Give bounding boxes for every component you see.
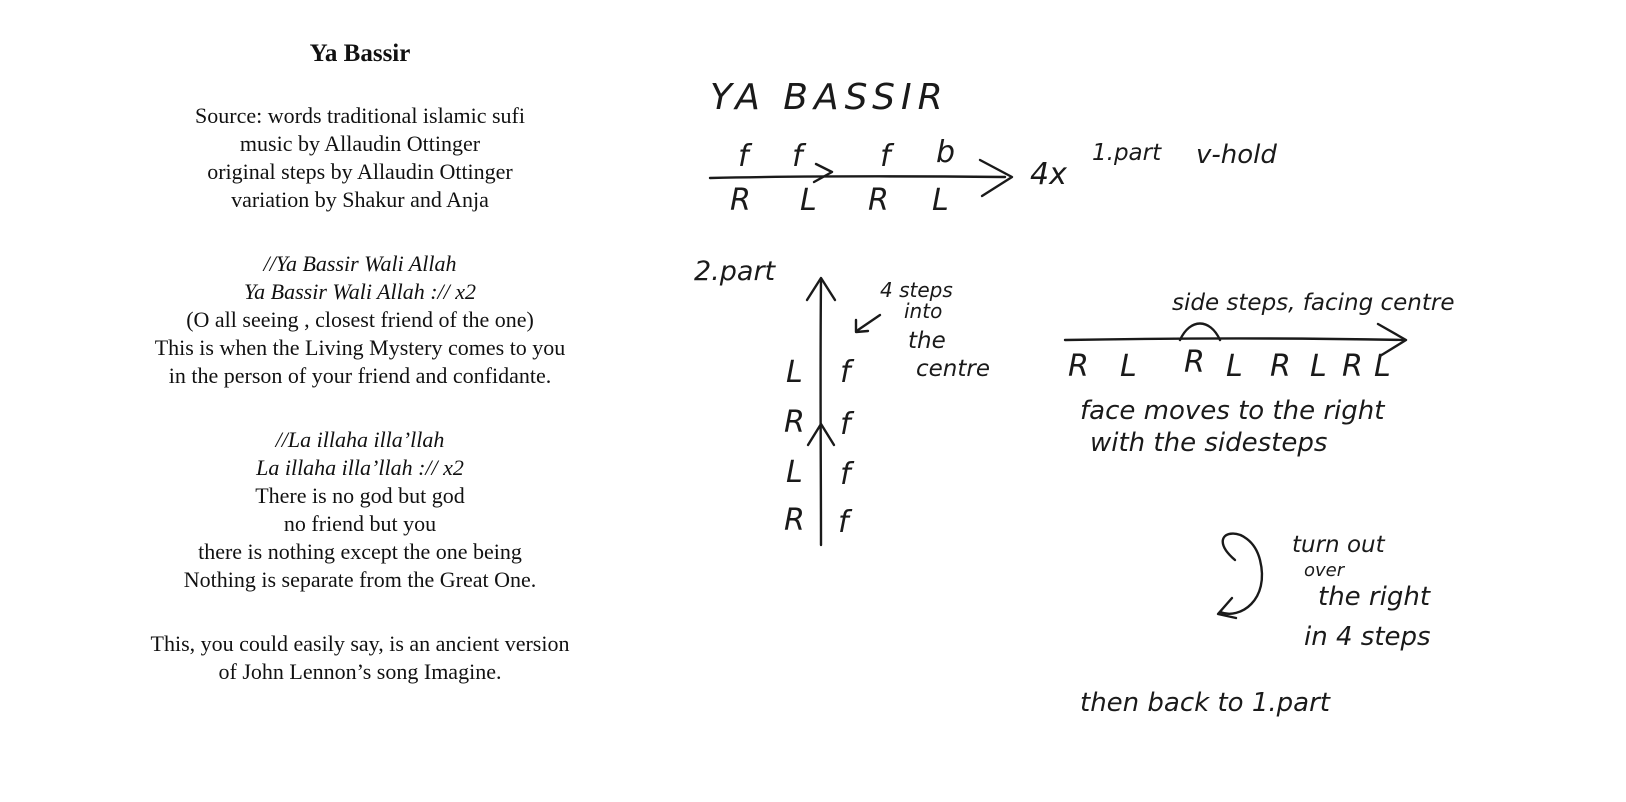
column-foot: L — [786, 355, 803, 390]
turn-note-line: over — [1304, 560, 1345, 581]
side-steps-line — [1065, 339, 1405, 341]
turn-out-spiral-icon — [1220, 534, 1262, 614]
verse-ya-bassir — [40, 250, 680, 390]
side-foot: L — [1120, 349, 1137, 384]
side-foot: R — [1342, 349, 1363, 384]
song-title: Ya Bassir — [309, 40, 411, 67]
side-steps-note: side steps, facing centre — [1172, 290, 1455, 316]
handwritten-title: YA BASSIR — [710, 77, 949, 118]
step-foot: R — [730, 183, 751, 218]
column-step: f — [838, 505, 849, 540]
closing-line: This, you could easily say, is an ancient version — [150, 631, 570, 656]
translation-line: There is no god but god — [255, 483, 465, 508]
chant-line: La illaha illa’llah :// x2 — [256, 455, 464, 480]
column-foot: R — [784, 405, 805, 440]
face-note-line: face moves to the right — [1080, 396, 1385, 426]
credit-line: variation by Shakur and Anja — [231, 187, 489, 212]
part2-label: 2.part — [694, 256, 776, 287]
side-foot: L — [1310, 349, 1327, 384]
step-foot: R — [868, 183, 889, 218]
column-step: f — [840, 457, 851, 492]
translation-line: This is when the Living Mystery comes to you — [154, 335, 566, 360]
column-step: f — [840, 355, 851, 390]
part1-label: 1.part — [1092, 140, 1162, 166]
side-foot: R — [1184, 345, 1205, 380]
centre-note-line: centre — [916, 356, 990, 382]
chant-line: //Ya Bassir Wali Allah — [263, 251, 457, 276]
typed-song-sheet — [40, 38, 680, 722]
part1-mid-arrow — [814, 164, 832, 182]
translation-line: Nothing is separate from the Great One. — [183, 567, 537, 592]
turn-note-line: the right — [1318, 582, 1431, 612]
side-foot: L — [1226, 349, 1243, 384]
credit-line: Source: words traditional islamic sufi — [195, 103, 525, 128]
credit-line: music by Allaudin Ottinger — [239, 131, 481, 156]
step-direction: f — [880, 139, 891, 174]
back-to-part1-note: then back to 1.part — [1080, 688, 1330, 718]
turn-out-spiral-head — [1218, 598, 1236, 618]
hold-label: v-hold — [1196, 140, 1277, 170]
column-foot: L — [786, 455, 803, 490]
step-direction: f — [738, 139, 749, 174]
turn-note-line: turn out — [1292, 532, 1385, 558]
step-foot: L — [932, 183, 949, 218]
translation-line: there is nothing except the one being — [198, 539, 522, 564]
step-direction: b — [936, 135, 956, 170]
chant-line: //La illaha illa’llah — [275, 427, 445, 452]
column-foot: R — [784, 503, 805, 538]
step-foot: L — [800, 183, 817, 218]
chant-line: Ya Bassir Wali Allah :// x2 — [243, 279, 477, 304]
side-foot: R — [1270, 349, 1291, 384]
closing-line: of John Lennon’s song Imagine. — [218, 659, 502, 684]
handwritten-step-notes — [680, 0, 1626, 802]
centre-note-line: the — [908, 328, 946, 354]
closing-remark — [40, 630, 680, 686]
verse-la-illaha — [40, 426, 680, 594]
translation-line: in the person of your friend and confidante. — [168, 363, 552, 388]
credits-block — [40, 102, 680, 214]
centre-note-line: 4 steps — [880, 278, 953, 302]
credit-line: original steps by Allaudin Ottinger — [207, 159, 513, 184]
translation-line: no friend but you — [283, 511, 437, 536]
side-foot: R — [1068, 349, 1089, 384]
translation-line: (O all seeing , closest friend of the one) — [186, 307, 534, 332]
face-note-line: with the sidesteps — [1090, 428, 1328, 458]
side-foot: L — [1374, 349, 1391, 384]
step-direction: f — [792, 139, 803, 174]
column-step: f — [840, 407, 851, 442]
centre-note-pointer — [858, 315, 880, 330]
turn-note-line: in 4 steps — [1304, 622, 1431, 652]
centre-note-line: into — [904, 299, 943, 323]
repeat-count: 4x — [1030, 157, 1067, 192]
part1-line — [710, 176, 1005, 178]
